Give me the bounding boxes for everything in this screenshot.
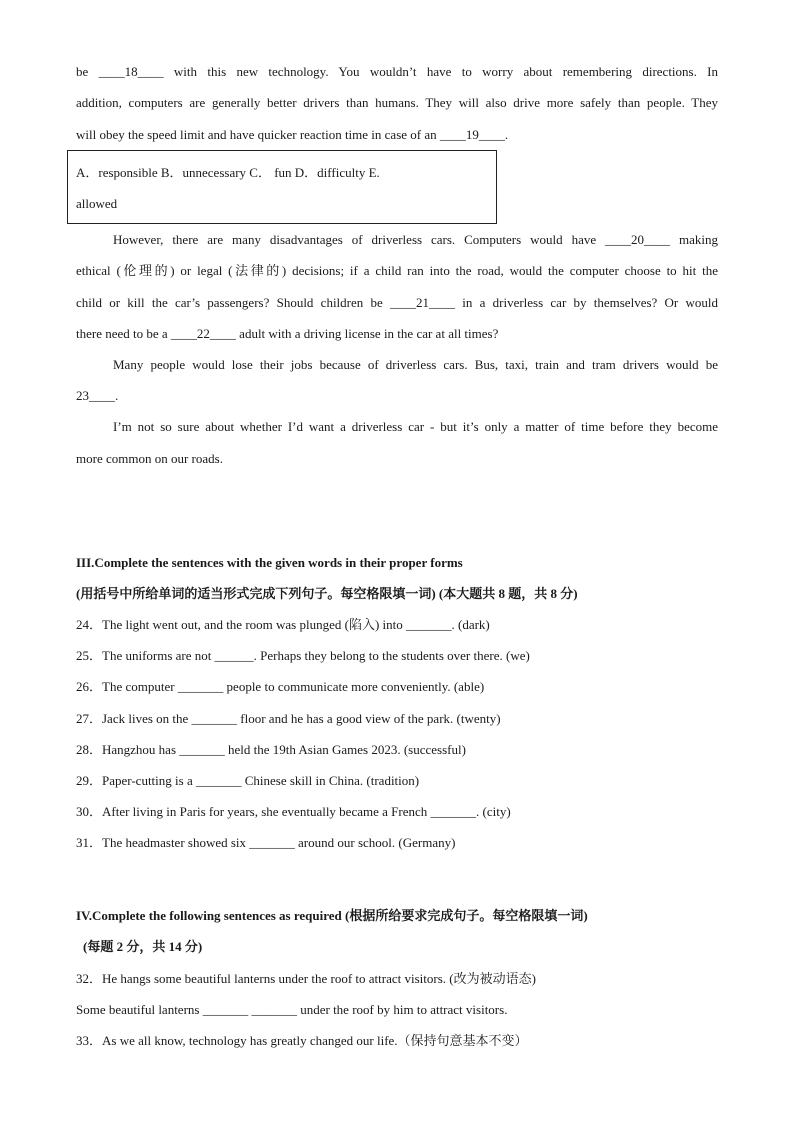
section-subtitle: (用括号中所给单词的适当形式完成下列句子。每空格限填一词) (本大题共 8 题，共 8 分) [76,586,578,601]
word-options-line: allowed [76,196,118,211]
section-subtitle: (每题 2 分，共 14 分) [83,939,203,954]
passage-line: However, there are many disadvantages of driverless cars. Computers would have ____20____ making [113,232,718,247]
question-item: 25．The uniforms are not ______. Perhaps they belong to the students over there. (we) [76,648,530,663]
question-item: 26．The computer _______ people to communicate more conveniently. (able) [76,679,485,694]
passage-line: more common on our roads. [76,451,223,466]
passage-line: be ____18____ with this new technology. You wouldn’t have to worry about remembering directions. In [76,64,718,79]
passage-line: will obey the speed limit and have quicker reaction time in case of an ____19____. [76,127,509,142]
question-item: 27．Jack lives on the _______ floor and he has a good view of the park. (twenty) [76,711,501,726]
question-item: 28．Hangzhou has _______ held the 19th Asian Games 2023. (successful) [76,742,466,757]
question-item: 29．Paper-cutting is a _______ Chinese skill in China. (tradition) [76,773,420,788]
section-title: III.Complete the sentences with the given words in their proper forms [76,555,463,570]
passage-line: ethical (伦理的) or legal (法律的) decisions; if a child ran into the road, would the computer choose to hit the [76,263,718,278]
passage-line: child or kill the car’s passengers? Should children be ____21____ in a driverless car by themselves? Or would [76,295,718,310]
section-title: IV.Complete the following sentences as required (根据所给要求完成句子。每空格限填一词) [76,908,588,923]
question-item: 31．The headmaster showed six _______ around our school. (Germany) [76,835,456,850]
question-item: 30．After living in Paris for years, she eventually became a French _______. (city) [76,804,511,819]
passage-line: Many people would lose their jobs because of driverless cars. Bus, taxi, train and tram drivers would be [113,357,718,372]
passage-line: there need to be a ____22____ adult with a driving license in the car at all times? [76,326,499,341]
question-item: 32．He hangs some beautiful lanterns under the roof to attract visitors. (改为被动语态) [76,971,536,986]
passage-line: 23____. [76,388,119,403]
answer-line: Some beautiful lanterns _______ _______ under the roof by him to attract visitors. [76,1002,508,1017]
passage-line: I’m not so sure about whether I’d want a driverless car - but it’s only a matter of time before they become [113,419,718,434]
question-item: 24．The light went out, and the room was plunged (陷入) into _______. (dark) [76,617,490,632]
passage-line: addition, computers are generally better drivers than humans. They will also drive more safely than people. They [76,95,718,110]
question-item: 33．As we all know, technology has greatly changed our life.（保持句意基本不变） [76,1033,528,1048]
word-options-line: A．responsible B．unnecessary C． fun D．difficulty E. [76,165,380,180]
word-options-box [67,150,497,224]
